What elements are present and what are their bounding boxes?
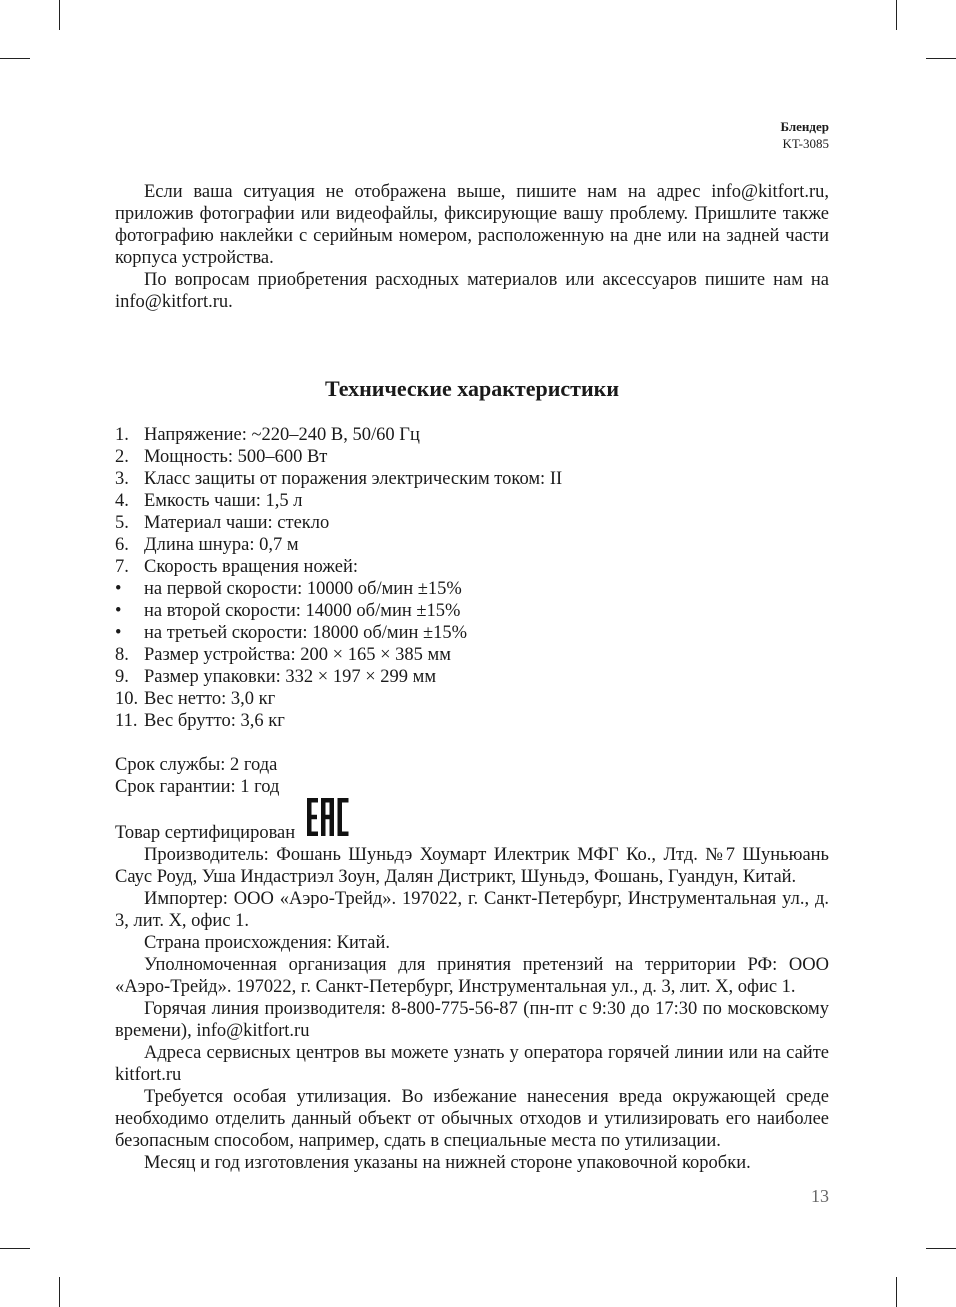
spec-item — [115, 424, 829, 446]
page-content — [115, 181, 829, 1174]
spec-item — [115, 556, 829, 578]
spec-text: Вес нетто: 3,0 кг — [144, 689, 276, 709]
spec-item — [115, 666, 829, 688]
info-paragraph: Требуется особая утилизация. Во избежание нанесения вреда окружающей среде необходимо отделить данный объект от обычных отходов и утилизировать его наиболее безопасным способом, например, сдать в специальные места по утилизации. — [115, 1087, 829, 1151]
info-paragraph: Уполномоченная организация для принятия претензий на территории РФ: ООО «Аэро-Трейд». 197022, г. Санкт-Петербург, Инструментальная ул., д. 3, лит. Х, офис 1. — [115, 955, 829, 997]
spec-text: Материал чаши: стекло — [144, 513, 330, 533]
spec-text: Размер устройства: 200 × 165 × 385 мм — [144, 645, 451, 665]
spec-text: Класс защиты от поражения электрическим током: II — [144, 469, 563, 489]
spec-text: Вес брутто: 3,6 кг — [144, 711, 285, 731]
certified-text: Товар сертифицирован — [115, 823, 296, 843]
spec-marker: 6. — [115, 535, 129, 555]
info-paragraph: Месяц и год изготовления указаны на нижней стороне упаковочной коробки. — [144, 1153, 751, 1173]
spec-item — [115, 710, 829, 732]
crop-mark — [926, 1248, 956, 1249]
header-model: KT-3085 — [782, 136, 829, 151]
running-header — [780, 118, 829, 152]
spec-marker: • — [115, 601, 122, 621]
spec-marker: • — [115, 579, 122, 599]
spec-text: Напряжение: ~220–240 В, 50/60 Гц — [144, 425, 420, 445]
spec-text: на третьей скорости: 18000 об/мин ±15% — [144, 623, 468, 643]
warranty: Срок гарантии: 1 год — [115, 777, 280, 797]
spec-item — [115, 622, 829, 644]
spec-marker: 5. — [115, 513, 129, 533]
info-paragraph: Страна происхождения: Китай. — [144, 933, 390, 953]
crop-mark — [59, 0, 60, 30]
spec-text: Размер упаковки: 332 × 197 × 299 мм — [144, 667, 437, 687]
crop-mark — [896, 0, 897, 30]
crop-mark — [59, 1277, 60, 1307]
info-paragraph: Производитель: Фошань Шуньдэ Хоумарт Илектрик МФГ Ко., Лтд. №7 Шуньюань Саус Роуд, Уша Индастриэл Зоун, Далян Дистрикт, Шуньдэ, Фошань, Гуандун, Китай. — [115, 845, 829, 887]
crop-mark — [0, 58, 30, 59]
spec-marker: 4. — [115, 491, 129, 511]
spec-text: на второй скорости: 14000 об/мин ±15% — [144, 601, 461, 621]
spec-item — [115, 644, 829, 666]
spec-text: Емкость чаши: 1,5 л — [144, 491, 303, 511]
crop-mark — [896, 1277, 897, 1307]
service-life: Срок службы: 2 года — [115, 755, 278, 775]
eac-mark-icon — [307, 798, 349, 842]
crop-mark — [926, 58, 956, 59]
spec-marker: 8. — [115, 645, 129, 665]
spec-item — [115, 688, 829, 710]
spec-item — [115, 468, 829, 490]
spec-item — [115, 534, 829, 556]
info-paragraph: Импортер: ООО «Аэро-Трейд». 197022, г. Санкт-Петербург, Инструментальная ул., д. 3, лит. Х, офис 1. — [115, 889, 829, 931]
page-number: 13 — [811, 1186, 829, 1206]
spec-text: Скорость вращения ножей: — [144, 557, 359, 577]
spec-text: на первой скорости: 10000 об/мин ±15% — [144, 579, 462, 599]
spec-marker: 11. — [115, 711, 138, 731]
spec-item — [115, 600, 829, 622]
spec-marker: 10. — [115, 689, 139, 709]
spec-item — [115, 512, 829, 534]
info-paragraph: Горячая линия производителя: 8-800-775-56-87 (пн-пт с 9:30 до 17:30 по московскому времени), info@kitfort.ru — [115, 999, 829, 1041]
section-title: Технические характеристики — [324, 376, 620, 401]
intro-paragraph: Если ваша ситуация не отображена выше, пишите нам на адрес info@kitfort.ru, приложив фотографии или видеофайлы, фиксирующие вашу проблему. Пришлите также фотографию наклейки с серийным номером, расположенную на дне или на задней части корпуса устройства. — [115, 182, 829, 268]
spec-item — [115, 490, 829, 512]
info-paragraph: Адреса сервисных центров вы можете узнать у оператора горячей линии или на сайте kitfort.ru — [115, 1043, 829, 1085]
spec-text: Длина шнура: 0,7 м — [144, 535, 299, 555]
header-product: Блендер — [780, 119, 829, 134]
crop-mark — [0, 1248, 30, 1249]
spec-marker: 3. — [115, 469, 129, 489]
spec-marker: 2. — [115, 447, 129, 467]
spec-marker: • — [115, 623, 122, 643]
spec-marker: 9. — [115, 667, 129, 687]
spec-item — [115, 578, 829, 600]
spec-marker: 1. — [115, 425, 129, 445]
spec-text: Мощность: 500–600 Вт — [144, 447, 328, 467]
spec-marker: 7. — [115, 557, 129, 577]
certification-line — [115, 798, 829, 844]
spec-list — [115, 424, 829, 732]
intro-paragraph: По вопросам приобретения расходных материалов или аксессуаров пишите нам на info@kitfort.ru. — [115, 270, 829, 312]
spec-item — [115, 446, 829, 468]
